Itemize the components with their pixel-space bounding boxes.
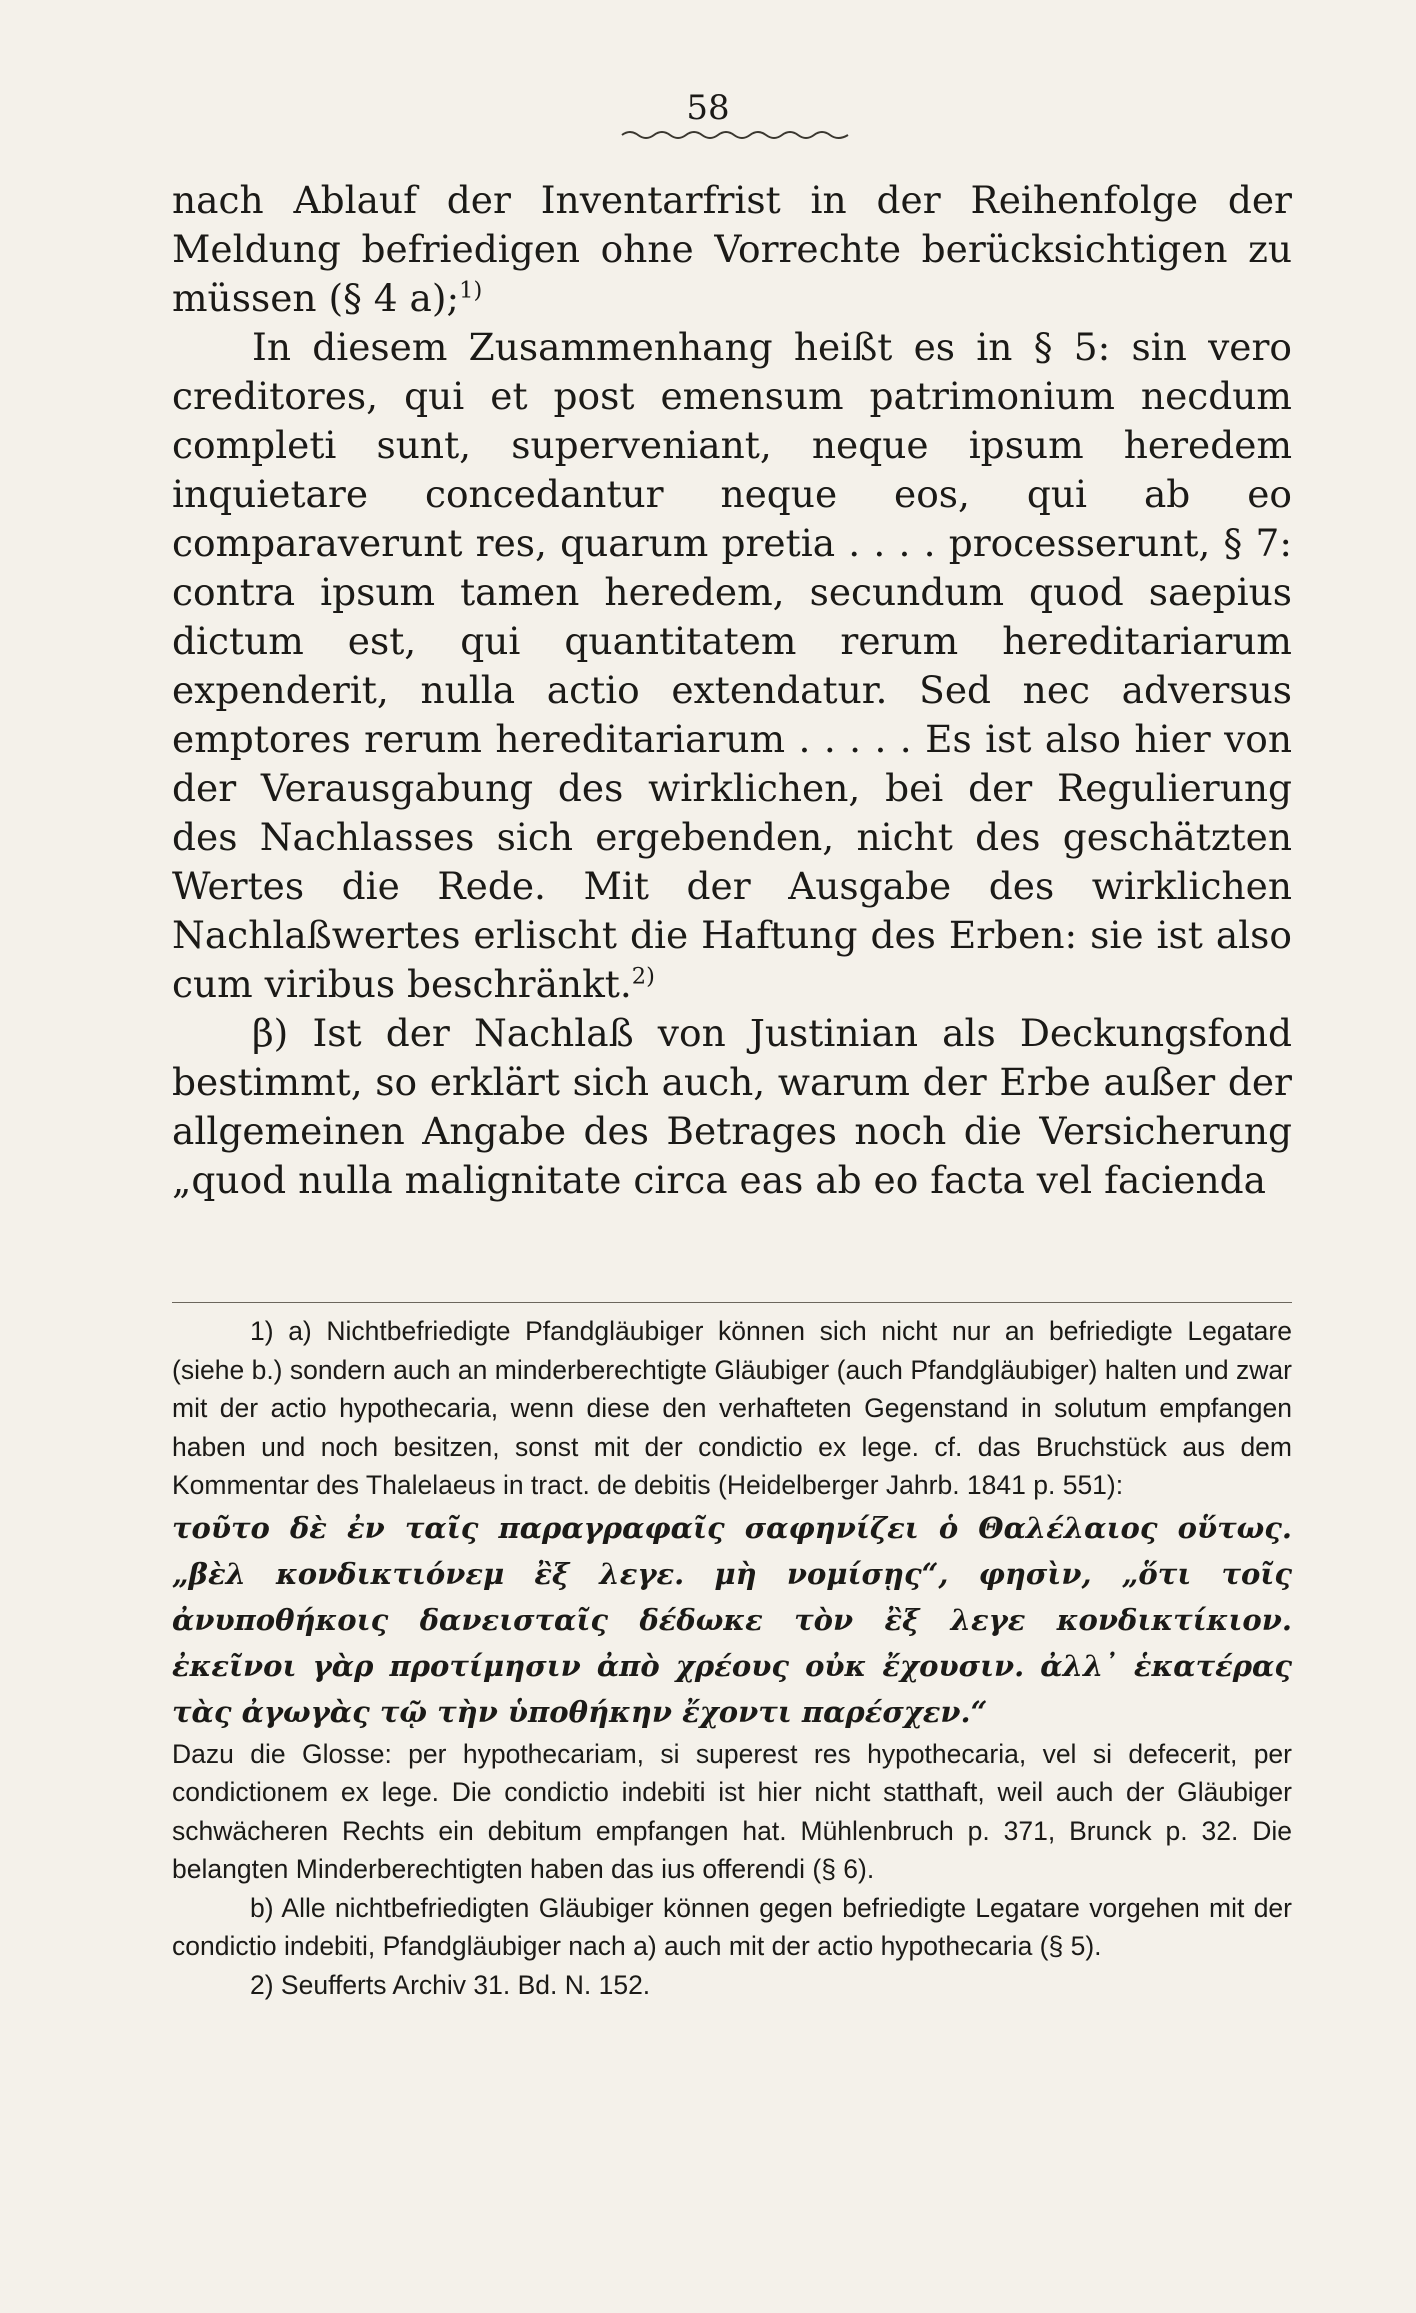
greek-quotation: τοῦτο δὲ ἐν ταῖς παραγραφαῖς σαφηνίζει ὁ Θαλέλαιος οὕτως. „βὲλ κονδικτιόνεμ ἒξ λεγε. μὴ νομίσῃς“, φησὶν, „ὅτι τοῖς ἀνυποθήκοις δανεισταῖς δέδωκε τὸν ἒξ λεγε κονδικτίκιον. ἐκεῖνοι γὰρ προτίμησιν ἀπὸ χρέους οὐκ ἔχουσιν. ἀλλ᾽ ἑκατέρας τὰς ἀγωγὰς τῷ τὴν ὑποθήκην ἔχοντι παρέσχεν.“ [172, 1510, 1292, 1729]
main-text [172, 176, 1292, 1205]
footnotes [172, 1312, 1292, 2004]
footnote-1a-continued: Dazu die Glosse: per hypothecariam, si superest res hypothecaria, vel si defecerit, per condictionem ex lege. Die condictio indebiti ist hier nicht statthaft, weil auch der Gläubiger schwächeren Rechts ein debitum empfangen hat. Mühlenbruch p. 371, Brunck p. 32. Die belangten Minderberechtigten haben das ius offerendi (§ 6). [172, 1738, 1292, 1884]
paragraph [172, 176, 1292, 323]
paragraph: β) Ist der Nachlaß von Justinian als Deckungsfond bestimmt, so erklärt sich auch, warum der Erbe außer der allgemeinen Angabe des Betrages noch die Versicherung „quod nulla malignitate circa eas ab eo facta vel facienda [172, 1011, 1292, 1202]
footnote-1a: 1) a) Nichtbefriedigte Pfandgläubiger können sich nicht nur an befriedigte Legatare (siehe b.) sondern auch an minderberechtigte Gläubiger (auch Pfandgläubiger) halten und zwar mit der actio hypothecaria, wenn diese den verhafteten Gegenstand in solutum empfangen haben und noch besitzen, sonst mit der condictio ex lege. cf. das Bruchstück aus dem Kommentar des Thalelaeus in tract. de debitis (Heidelberger Jahrb. 1841 p. 551): [172, 1316, 1292, 1500]
ornament-rule [620, 128, 850, 142]
footnote-ref: 1) [459, 277, 483, 304]
page-number: 58 [686, 88, 730, 128]
paragraph-text: In diesem Zusammenhang heißt es in § 5: sin vero creditores, qui et post emensum patrimonium necdum completi sunt, superveniant, neque ipsum heredem inquietare concedantur neque eos, qui ab eo comparaverunt res, quarum pretia . . . . processerunt, § 7: contra ipsum tamen heredem, secundum quod saepius dictum est, qui quantitatem rerum hereditariarum expenderit, nulla actio extendatur. Sed nec adversus emptores rerum hereditariarum . . . . . Es ist also hier von der Verausgabung des wirklichen, bei der Regulierung des Nachlasses sich ergebenden, nicht des geschätzten Wertes die Rede. Mit der Ausgabe des wirklichen Nachlaßwertes erlischt die Haftung des Erben: sie ist also cum viribus beschränkt. [172, 325, 1292, 1006]
footnote-ref: 2) [631, 963, 655, 990]
footnote-2: 2) Seufferts Archiv 31. Bd. N. 152. [250, 1969, 651, 2000]
paragraph-text: nach Ablauf der Inventarfrist in der Reihenfolge der Meldung befriedigen ohne Vorrechte berücksichtigen zu müssen (§ 4 a); [172, 178, 1292, 320]
paragraph [172, 323, 1292, 1009]
footnote-divider [172, 1302, 1292, 1303]
footnote-1b: b) Alle nichtbefriedigten Gläubiger können gegen befriedigte Legatare vorgehen mit der condictio indebiti, Pfandgläubiger nach a) auch mit der actio hypothecaria (§ 5). [172, 1892, 1292, 1961]
